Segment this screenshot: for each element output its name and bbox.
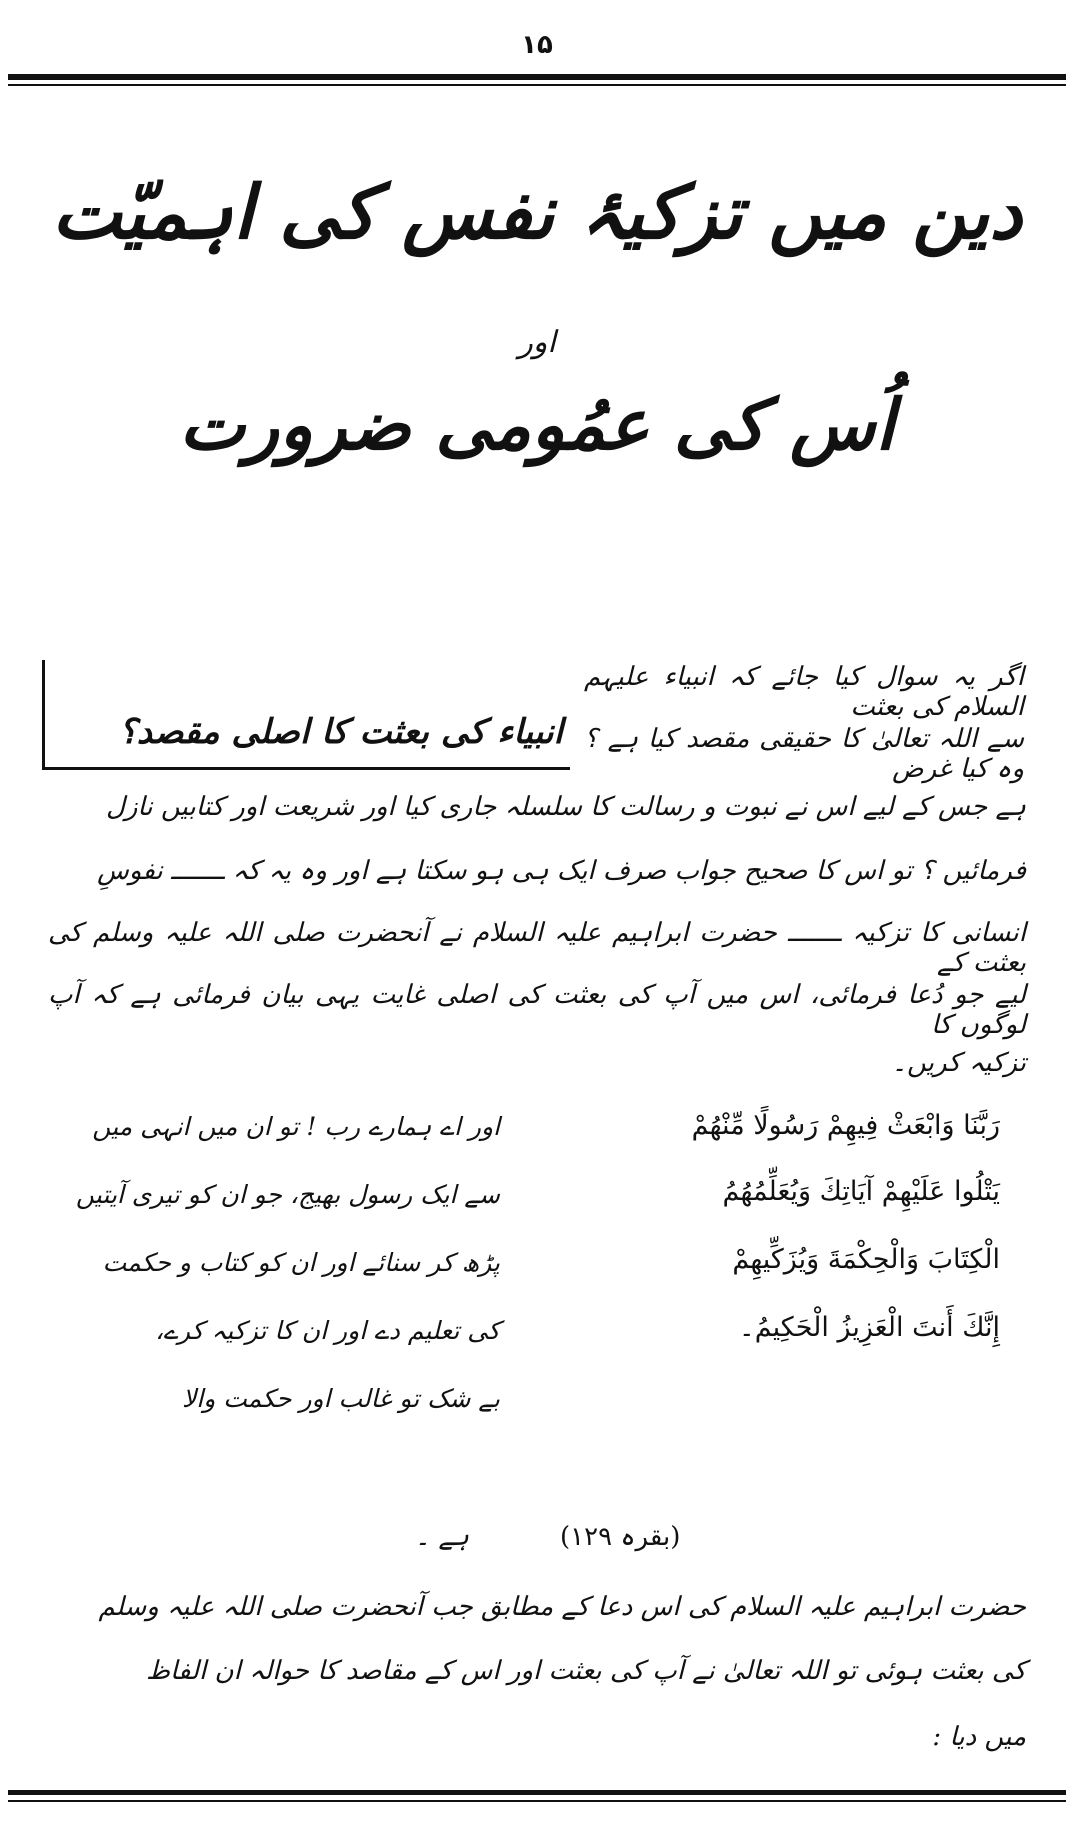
translation-line: کی تعلیم دے اور ان کا تزکیہ کرے، xyxy=(155,1316,500,1345)
arabic-line: رَبَّنَا وَابْعَثْ فِيهِمْ رَسُولًا مِّنْهُمْ xyxy=(691,1110,1000,1141)
body-line: لیے جو دُعا فرمائی، اس میں آپ کی بعثت کی اصلی غایت یہی بیان فرمائی ہے کہ آپ لوگوں کا xyxy=(48,980,1026,1040)
translation-line: پڑھ کر سنائے اور ان کو کتاب و حکمت xyxy=(102,1248,500,1277)
chapter-title-line-2: اُس کی عمُومی ضرورت xyxy=(179,383,895,466)
header-rule-thin xyxy=(8,84,1066,86)
body-line: تزکیہ کریں۔ xyxy=(891,1048,1026,1078)
verse-translation xyxy=(75,1112,500,1472)
footer-rule-thin xyxy=(8,1800,1066,1802)
chapter-title-line-1: دین میں تزکیۂ نفس کی اہمیّت xyxy=(51,170,1023,256)
body-line: ہے جس کے لیے اس نے نبوت و رسالت کا سلسلہ جاری کیا اور شریعت اور کتابیں نازل xyxy=(105,792,1026,822)
verse-reference: (بقرہ ۱۲۹) xyxy=(560,1522,681,1552)
translation-end: ہے ۔ xyxy=(415,1522,469,1552)
translation-line: اور اے ہمارے رب ! تو ان میں انہی میں xyxy=(92,1112,500,1141)
page-number: ۱۵ xyxy=(521,30,553,60)
chapter-title-connector: اور xyxy=(518,325,556,360)
closing-line: میں دیا : xyxy=(932,1722,1026,1752)
body-line: انسانی کا تزکیہ ـــــــ حضرت ابراہیم علیہ السلام نے آنحضرت صلی اللہ علیہ وسلم کی بعثت کے xyxy=(48,918,1026,978)
footer-rule-thick xyxy=(8,1790,1066,1795)
side-heading: انبیاء کی بعثت کا اصلی مقصد؟ xyxy=(118,712,563,752)
intro-line: اگر یہ سوال کیا جائے کہ انبیاء علیہم السلام کی بعثت xyxy=(584,662,1024,722)
translation-line: بے شک تو غالب اور حکمت والا xyxy=(182,1384,500,1413)
quran-verse-arabic xyxy=(520,1110,1000,1430)
arabic-line: الْكِتَابَ وَالْحِكْمَةَ وَيُزَكِّيهِمْ xyxy=(732,1244,1000,1275)
intro-line: سے اللہ تعالیٰ کا حقیقی مقصد کیا ہے ؟ وہ کیا غرض xyxy=(584,724,1024,784)
translation-line: سے ایک رسول بھیج، جو ان کو تیری آیتیں xyxy=(75,1180,500,1209)
body-line: فرمائیں ؟ تو اس کا صحیح جواب صرف ایک ہی ہو سکتا ہے اور وہ یہ کہ ـــــــ نفوسِ xyxy=(97,856,1026,886)
arabic-line: إِنَّكَ أَنتَ الْعَزِيزُ الْحَكِيمُ۔ xyxy=(738,1312,1000,1343)
closing-line: حضرت ابراہیم علیہ السلام کی اس دعا کے مطابق جب آنحضرت صلی اللہ علیہ وسلم xyxy=(98,1592,1026,1622)
closing-line: کی بعثت ہوئی تو اللہ تعالیٰ نے آپ کی بعثت اور اس کے مقاصد کا حوالہ ان الفاظ xyxy=(145,1656,1026,1686)
header-rule-thick xyxy=(8,74,1066,80)
arabic-line: يَتْلُوا عَلَيْهِمْ آيَاتِكَ وَيُعَلِّمُهُمُ xyxy=(722,1176,1000,1207)
